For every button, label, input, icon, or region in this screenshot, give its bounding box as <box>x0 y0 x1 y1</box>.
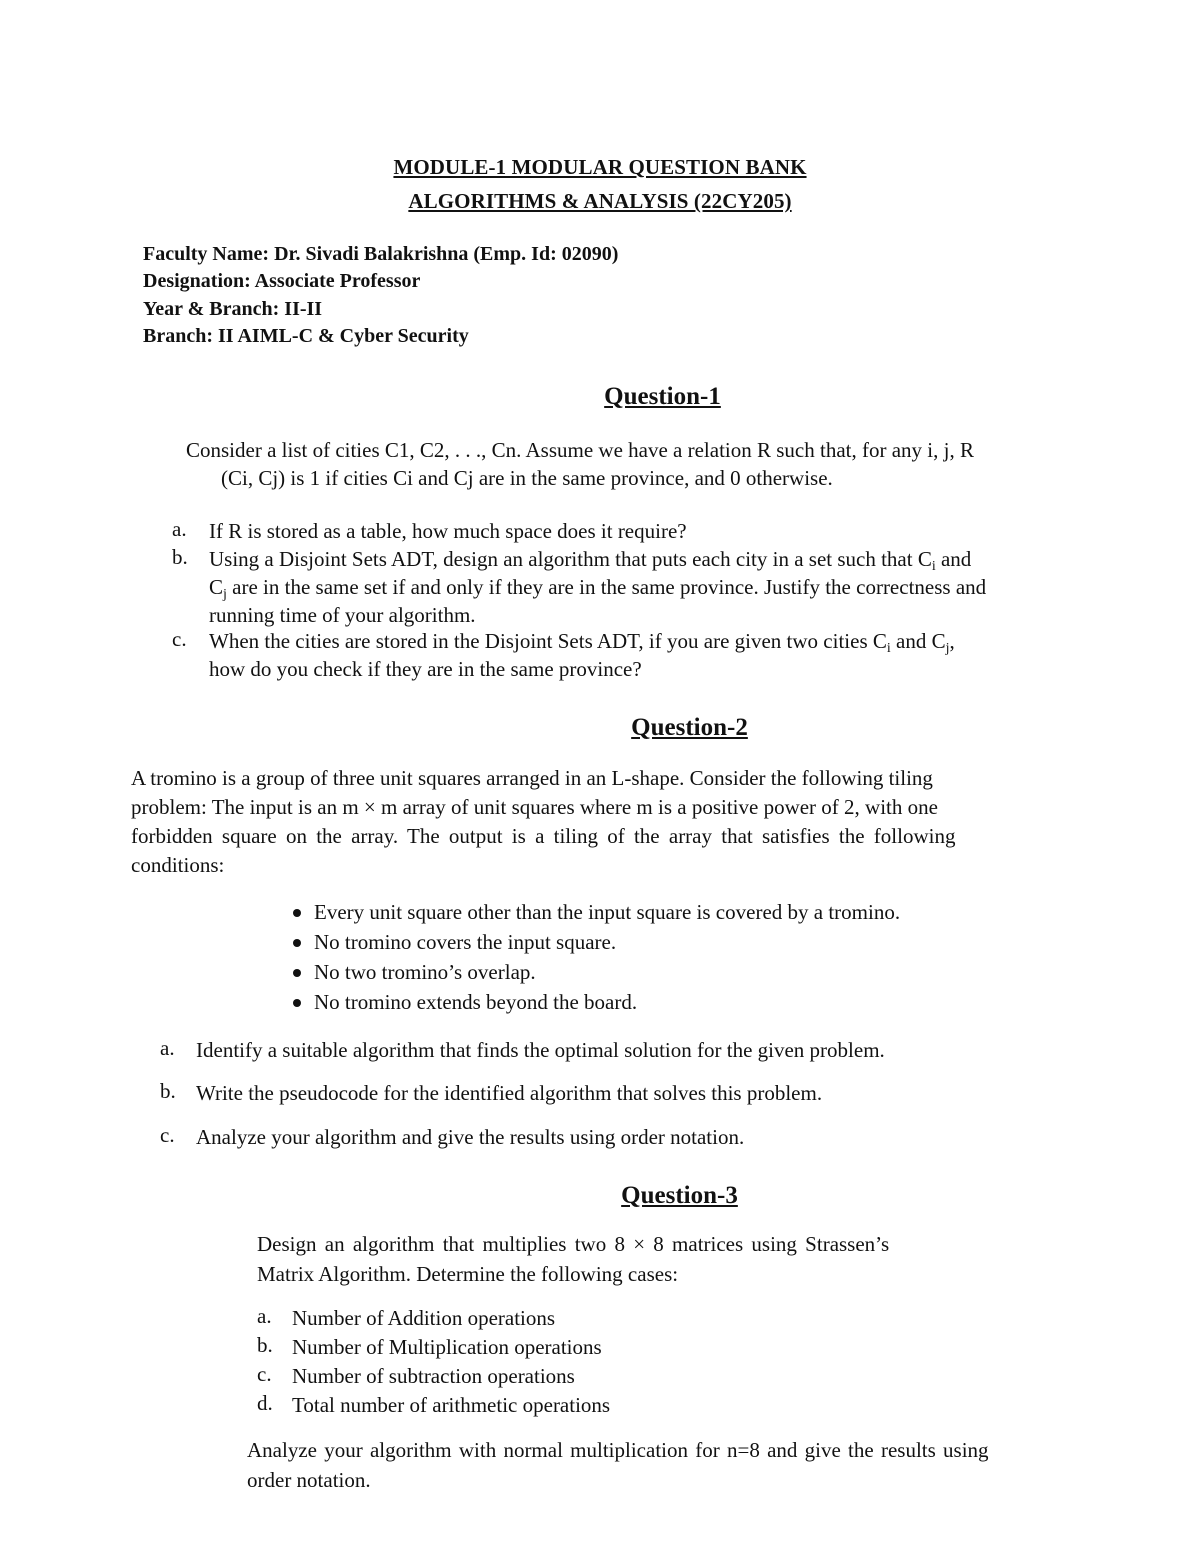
bullet-dot-icon <box>293 909 301 917</box>
branch: Branch: II AIML-C & Cyber Security <box>143 325 469 347</box>
question-3-intro-line-2: Matrix Algorithm. Determine the following cases: <box>257 1262 679 1286</box>
question-3-heading: Question-3 <box>621 1182 738 1209</box>
question-3-part-b-marker: b. <box>257 1333 273 1357</box>
document-title: MODULE-1 MODULAR QUESTION BANK <box>393 155 807 179</box>
year-branch: Year & Branch: II-II <box>143 298 323 320</box>
question-3-part-c-marker: c. <box>257 1362 272 1386</box>
question-1-part-a-text: If R is stored as a table, how much space does it require? <box>209 519 687 543</box>
question-1-part-b-line-1: Using a Disjoint Sets ADT, design an algorithm that puts each city in a set such that $C_i$ and <box>209 547 972 574</box>
question-3-part-b-text: Number of Multiplication operations <box>292 1335 602 1359</box>
question-2-part-b-marker: b. <box>160 1079 176 1103</box>
question-3-outro-line-1: Analyze your algorithm with normal multiplication for n=8 and give the results using <box>247 1438 989 1462</box>
question-2-part-c-marker: c. <box>160 1123 175 1147</box>
question-3-part-c-text: Number of subtraction operations <box>292 1364 575 1388</box>
question-1-part-b-line-3: running time of your algorithm. <box>209 603 476 627</box>
bullet-dot-icon <box>293 969 301 977</box>
question-1-part-b-line-2: $C_j$ are in the same set if and only if they are in the same province. Justify the correctness and <box>209 575 987 602</box>
question-2-paragraph-line-3: forbidden square on the array. The output is a tiling of the array that satisfies the following <box>131 824 956 848</box>
question-1-part-c-line-2: how do you check if they are in the same province? <box>209 657 642 681</box>
faculty-designation: Designation: Associate Professor <box>143 270 421 292</box>
question-1-intro-line-1: Consider a list of cities C1, C2, . . ., Cn. Assume we have a relation R such that, for any i, j, R <box>186 438 974 462</box>
question-2-part-c-text: Analyze your algorithm and give the results using order notation. <box>196 1125 745 1149</box>
question-3-outro-line-2: order notation. <box>247 1468 371 1492</box>
question-3-part-a-text: Number of Addition operations <box>292 1306 556 1330</box>
question-3-intro-line-1: Design an algorithm that multiplies two 8 × 8 matrices using Strassen’s <box>257 1232 890 1256</box>
question-1-part-a-marker: a. <box>172 517 187 541</box>
question-2-paragraph-line-4: conditions: <box>131 853 225 877</box>
faculty-name: Faculty Name: Dr. Sivadi Balakrishna (Emp. Id: 02090) <box>143 243 619 265</box>
question-2-bullet-1: Every unit square other than the input square is covered by a tromino. <box>314 900 901 924</box>
question-3-part-a-marker: a. <box>257 1304 272 1328</box>
question-2-paragraph-line-1: A tromino is a group of three unit squares arranged in an L-shape. Consider the following tiling <box>131 766 933 790</box>
bullet-dot-icon <box>293 999 301 1007</box>
question-2-part-b-text: Write the pseudocode for the identified algorithm that solves this problem. <box>196 1081 823 1105</box>
question-2-part-a-text: Identify a suitable algorithm that finds the optimal solution for the given problem. <box>196 1038 885 1062</box>
course-title: ALGORITHMS & ANALYSIS (22CY205) <box>408 189 792 213</box>
question-2-bullet-2: No tromino covers the input square. <box>314 930 617 954</box>
question-2-bullet-4: No tromino extends beyond the board. <box>314 990 638 1014</box>
question-2-bullet-3: No two tromino’s overlap. <box>314 960 536 984</box>
question-2-heading: Question-2 <box>631 714 748 741</box>
question-3-part-d-marker: d. <box>257 1391 273 1415</box>
question-1-part-c-line-1: When the cities are stored in the Disjoint Sets ADT, if you are given two cities $C_i$ and $C_j$, <box>209 629 955 656</box>
question-1-part-b-marker: b. <box>172 545 188 569</box>
question-2-paragraph-line-2: problem: The input is an m × m array of unit squares where m is a positive power of 2, with one <box>131 795 938 819</box>
question-2-part-a-marker: a. <box>160 1036 175 1060</box>
question-1-intro-line-2: (Ci, Cj) is 1 if cities Ci and Cj are in the same province, and 0 otherwise. <box>221 466 833 490</box>
question-3-part-d-text: Total number of arithmetic operations <box>292 1393 611 1417</box>
question-1-part-c-marker: c. <box>172 627 187 651</box>
bullet-dot-icon <box>293 939 301 947</box>
question-1-heading: Question-1 <box>604 383 721 410</box>
